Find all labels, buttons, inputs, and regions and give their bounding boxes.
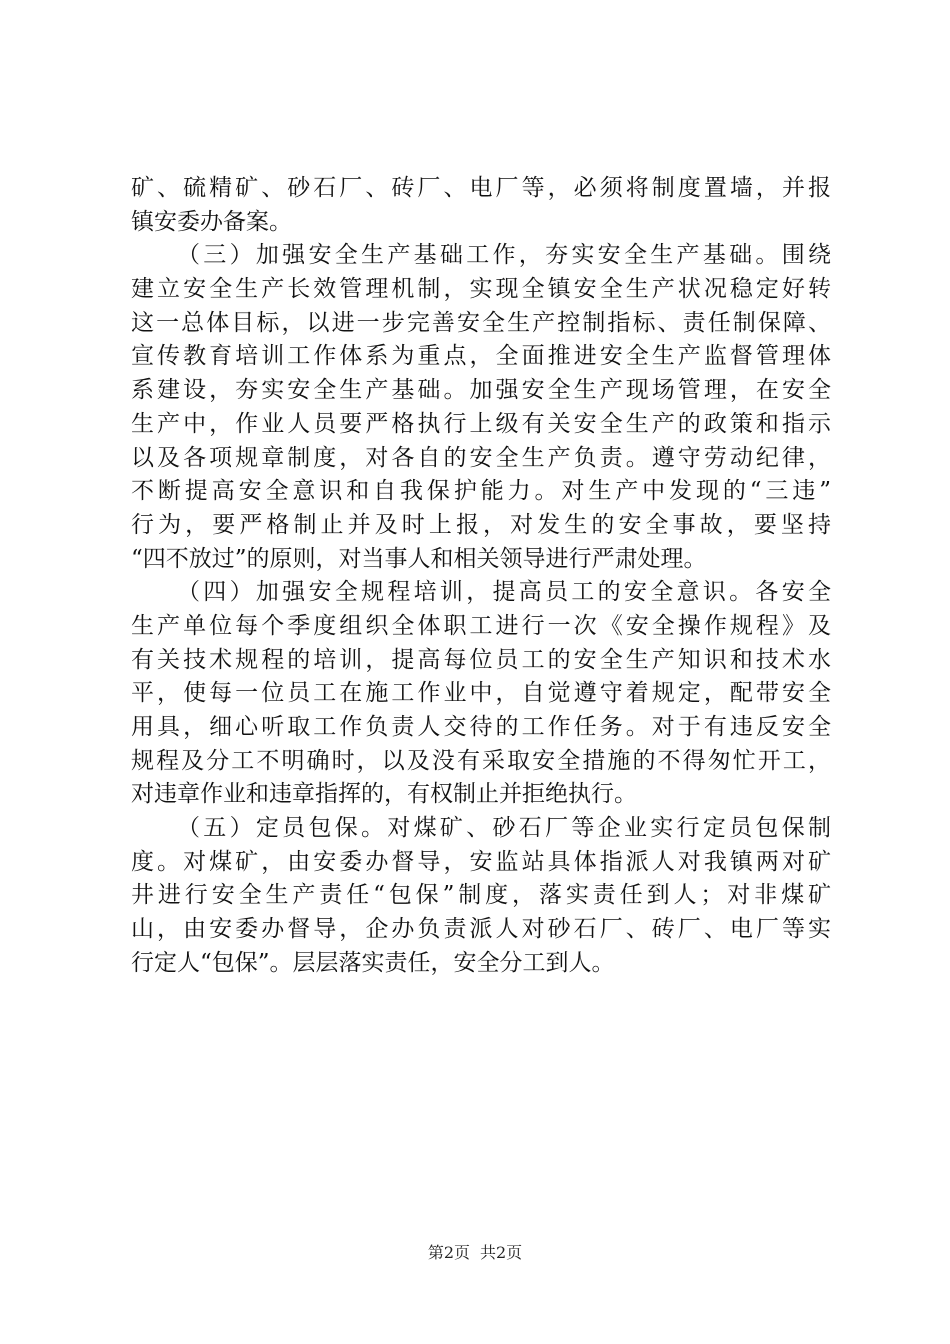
text-line: 宣传教育培训工作体系为重点，全面推进安全生产监督管理体	[131, 343, 831, 370]
text-line: 以及各项规章制度，对各自的安全生产负责。遵守劳动纪律，	[131, 444, 831, 471]
text-line: 井进行安全生产责任“包保”制度，落实责任到人；对非煤矿	[131, 882, 831, 909]
text-line: 有关技术规程的培训，提高每位员工的安全生产知识和技术水	[131, 646, 831, 673]
text-line: 镇安委办备案。	[131, 208, 292, 235]
text-line: 矿、硫精矿、砂石厂、砖厂、电厂等，必须将制度置墙，并报	[131, 175, 831, 201]
page-footer	[0, 1242, 950, 1264]
text-line: 这一总体目标，以进一步完善安全生产控制指标、责任制保障、	[131, 309, 831, 336]
page-number: 第2页	[427, 1243, 470, 1262]
text-line: 建立安全生产长效管理机制，实现全镇安全生产状况稳定好转	[131, 276, 831, 303]
text-line: 生产单位每个季度组织全体职工进行一次《安全操作规程》及	[131, 612, 831, 639]
text-line: 生产中，作业人员要严格执行上级有关安全生产的政策和指示	[131, 410, 831, 437]
text-line: 山，由安委办督导，企办负责派人对砂石厂、砖厂、电厂等实	[131, 916, 831, 943]
text-line: “四不放过”的原则，对当事人和相关领导进行严肃处理。	[131, 545, 707, 572]
text-line: 度。对煤矿，由安委办督导，安监站具体指派人对我镇两对矿	[131, 848, 831, 875]
text-line: 行定人“包保”。层层落实责任，安全分工到人。	[131, 949, 615, 976]
paragraph-start-line: （三）加强安全生产基础工作，夯实安全生产基础。围绕	[177, 242, 831, 269]
text-line: 用具，细心听取工作负责人交待的工作任务。对于有违反安全	[131, 714, 831, 740]
text-line: 规程及分工不明确时，以及没有采取安全措施的不得匆忙开工，	[131, 747, 831, 774]
text-line: 平，使每一位员工在施工作业中，自觉遵守着规定，配带安全	[131, 680, 831, 707]
text-line: 对违章作业和违章指挥的，有权制止并拒绝执行。	[131, 781, 637, 808]
paragraph-start-line: （四）加强安全规程培训，提高员工的安全意识。各安全	[177, 579, 831, 606]
text-line: 不断提高安全意识和自我保护能力。对生产中发现的“三违”	[131, 478, 831, 505]
page-total: 共2页	[480, 1243, 523, 1262]
text-line: 系建设，夯实安全生产基础。加强安全生产现场管理，在安全	[131, 377, 831, 404]
document-body	[131, 172, 831, 981]
text-line: 行为，要严格制止并及时上报，对发生的安全事故，要坚持	[131, 511, 831, 538]
paragraph-start-line: （五）定员包保。对煤矿、砂石厂等企业实行定员包保制	[177, 815, 831, 842]
